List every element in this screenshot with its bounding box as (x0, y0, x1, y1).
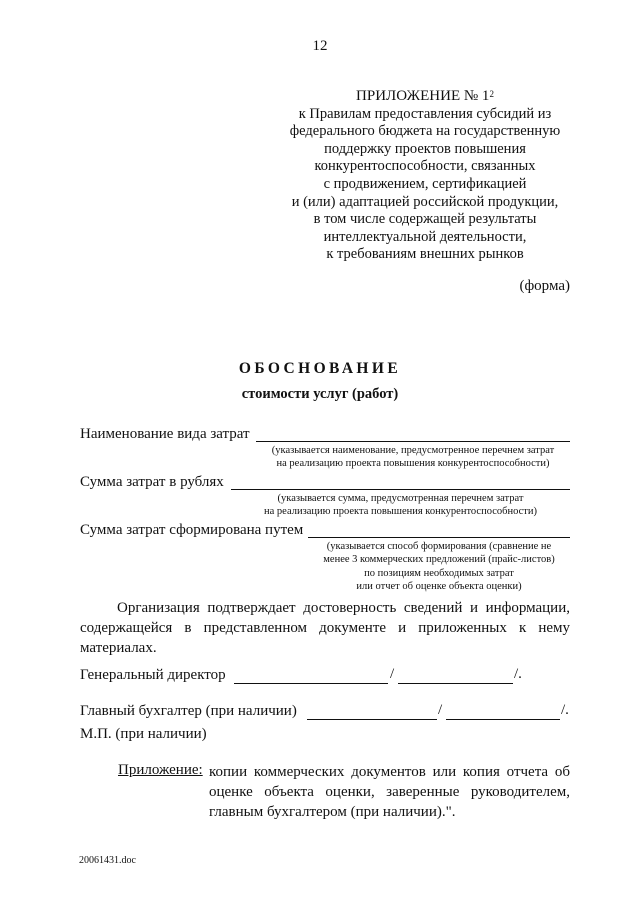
appendix-line: к Правилам предоставления субсидий из (298, 105, 552, 122)
accountant-name-line[interactable] (446, 719, 560, 720)
page-number: 12 (312, 38, 328, 54)
accountant-end: /. (561, 702, 569, 718)
director-slash: / (390, 666, 395, 682)
director-signature-line[interactable] (234, 683, 388, 684)
accountant-label: Главный бухгалтер (при наличии) (80, 703, 297, 719)
appendix-title: ПРИЛОЖЕНИЕ № $1^2$ (356, 88, 494, 104)
attachment-label: Приложение: (118, 762, 203, 778)
cost-method-note: (указывается способ формирования (сравнение не менее 3 коммерческих предложений (прайс-листов) по позициям необходимых затрат или отчет об оценке объекта оценки) (323, 541, 555, 592)
attachment-text: копии коммерческих документов или копия отчета об оценке объекта оценки, заверенные руководителем, главным бухгалтером (при наличии).". (209, 764, 570, 820)
cost-sum-input-line[interactable] (231, 489, 570, 490)
form-label: (форма) (519, 278, 570, 294)
appendix-line: интеллектуальной деятельности, (323, 228, 527, 245)
document-subheading: стоимости услуг (работ) (241, 386, 399, 402)
file-name-footer: 20061431.doc (79, 855, 136, 866)
appendix-line: в том числе содержащей результаты (313, 211, 537, 228)
appendix-line: к требованиям внешних рынков (326, 246, 524, 263)
director-end: /. (514, 666, 522, 682)
cost-sum-note: (указывается сумма, предусмотренная перечнем затрат на реализацию проекта повышения конкурентоспособности) (264, 493, 537, 518)
cost-method-label: Сумма затрат сформирована путем (80, 522, 304, 538)
appendix-line: поддержку проектов повышения (324, 140, 526, 157)
cost-method-input-line[interactable] (308, 537, 570, 538)
cost-type-input-line[interactable] (256, 441, 570, 442)
appendix-superscript: 2 (489, 89, 494, 99)
appendix-line: конкурентоспособности, связанных (314, 158, 536, 175)
cost-type-note: (указывается наименование, предусмотренное перечнем затрат на реализацию проекта повышения конкурентоспособности) (271, 445, 555, 470)
appendix-line: и (или) адаптацией российской продукции, (291, 193, 559, 210)
accountant-slash: / (438, 702, 443, 718)
accountant-signature-line[interactable] (307, 719, 437, 720)
appendix-line: федерального бюджета на государственную (289, 123, 561, 140)
stamp-label: М.П. (при наличии) (80, 726, 207, 742)
document-heading: ОБОСНОВАНИЕ (238, 360, 402, 377)
appendix-line: с продвижением, сертификацией (323, 175, 527, 192)
cost-type-label: Наименование вида затрат (80, 426, 250, 442)
appendix-header (262, 88, 588, 264)
director-name-line[interactable] (398, 683, 513, 684)
director-label: Генеральный директор (80, 667, 226, 683)
confirmation-paragraph: Организация подтверждает достоверность сведений и информации, содержащейся в представленном документе и приложенных к нему материалах. (80, 600, 570, 656)
cost-sum-label: Сумма затрат в рублях (80, 474, 224, 490)
